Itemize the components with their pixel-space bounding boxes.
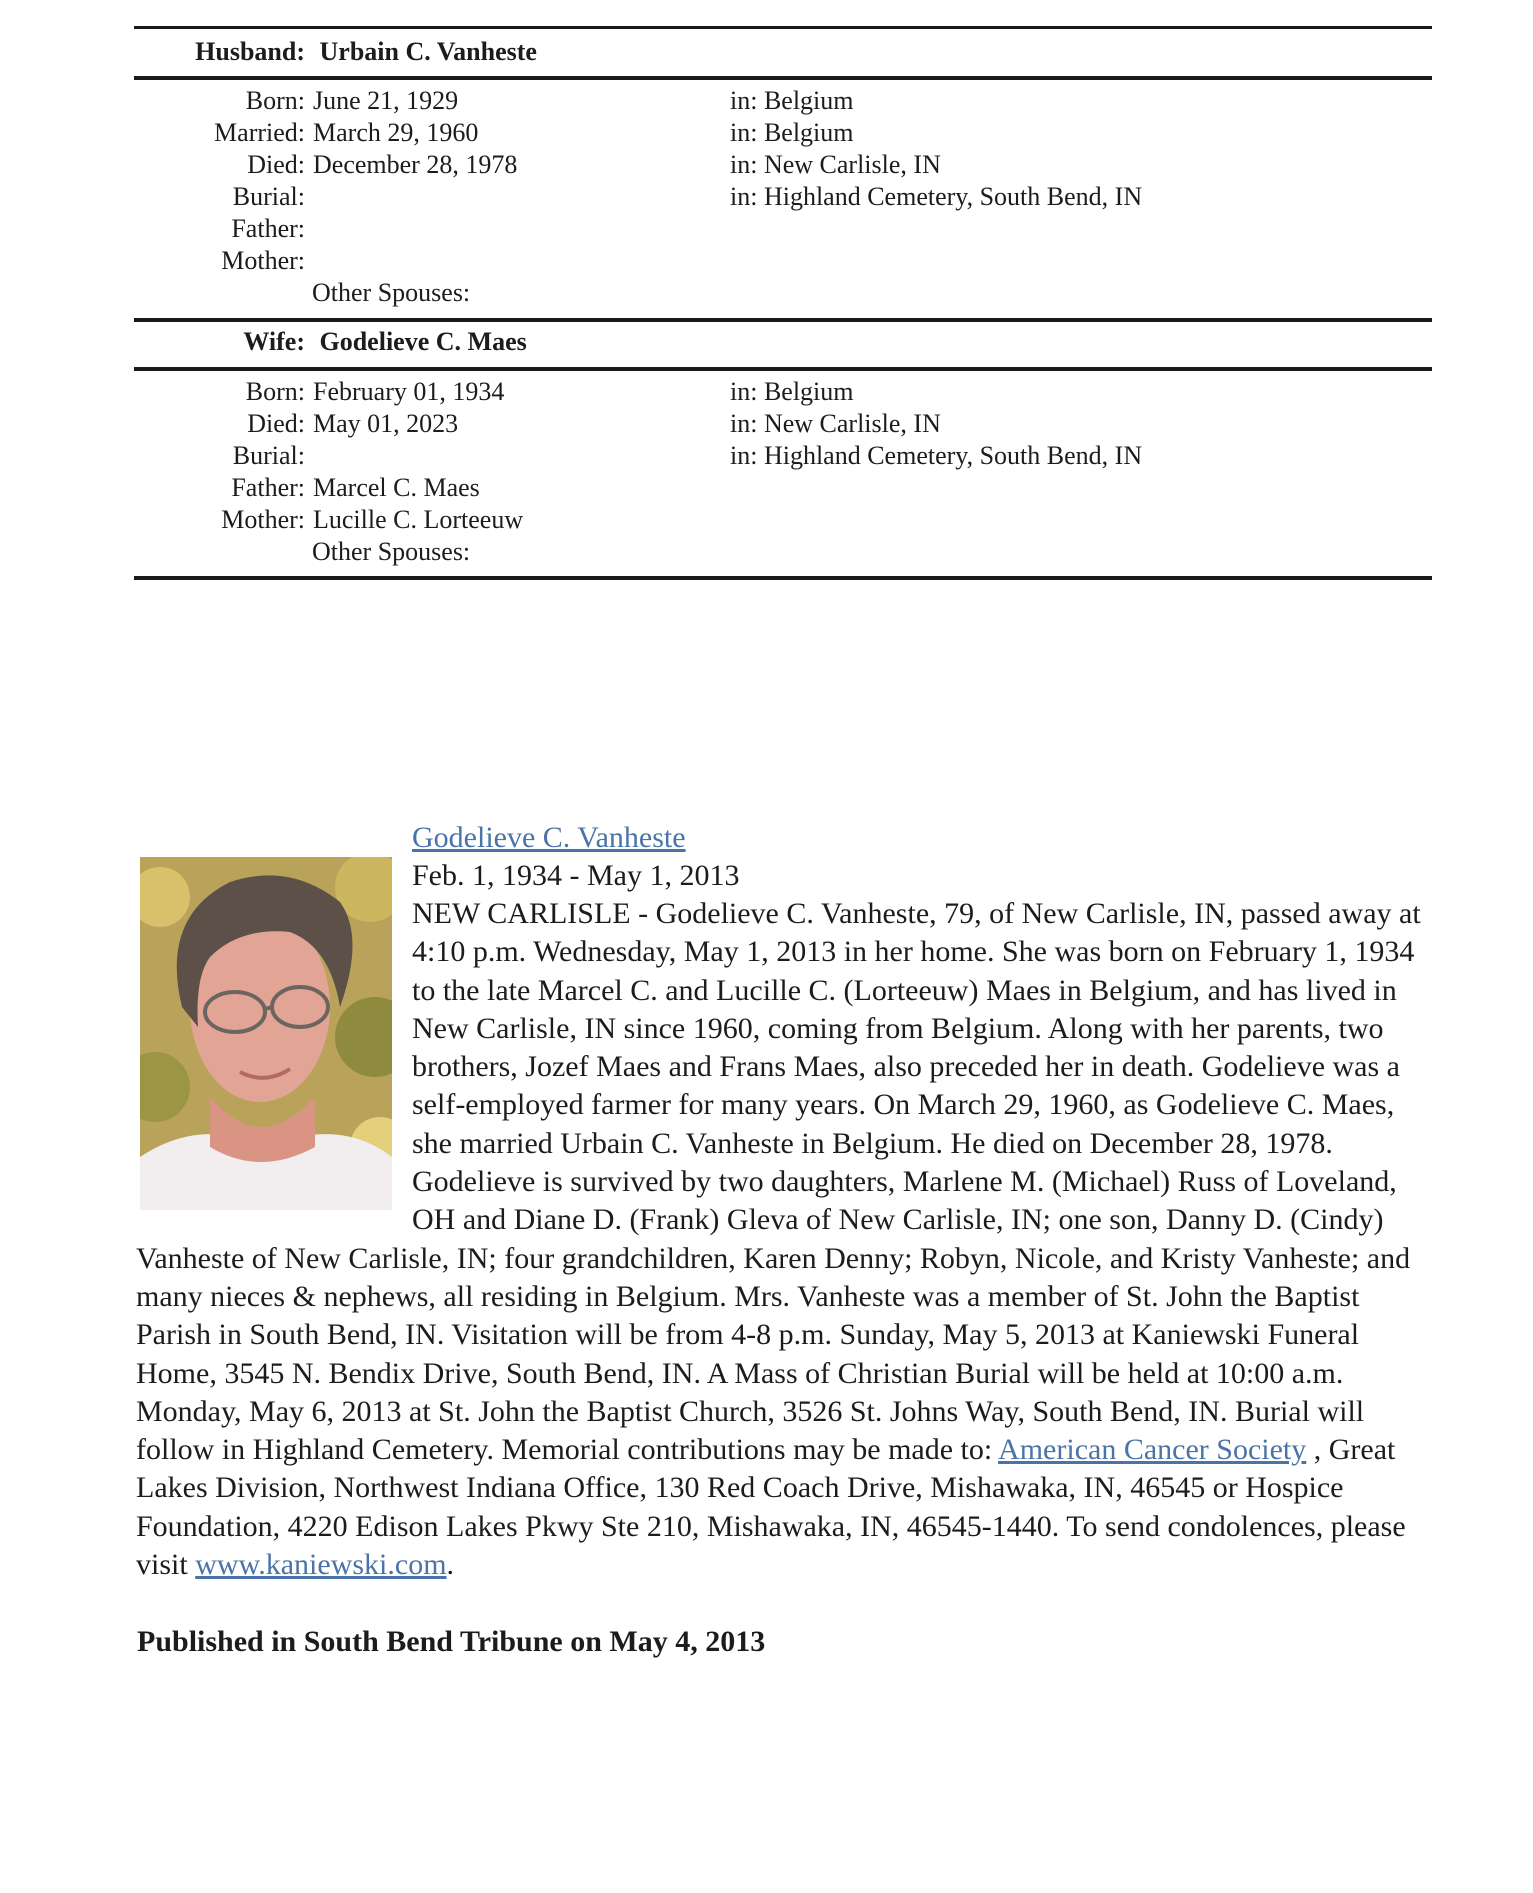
- wife-died-row: Died: May 01, 2023: [247, 409, 459, 438]
- wife-born-place: in: Belgium: [730, 377, 854, 406]
- wife-burial-row: Burial:: [232, 441, 305, 470]
- husband-burial-row: Burial:: [232, 182, 305, 211]
- husband-header: [134, 37, 537, 67]
- wife-born-row: Born: February 01, 1934: [245, 377, 505, 406]
- obituary-text-2: , Great Lakes Division, Northwest Indiana Office, 130 Red Coach Drive, Mishawaka, IN, 46545 or Hospice Foundation, 4220 Edison Lakes Pkwy Ste 210, Mishawaka, IN, 46545-1440. To send condolences, please visit: [136, 1433, 1406, 1582]
- wife-rule: [134, 367, 1432, 371]
- wife-father-row: Father: Marcel C. Maes: [231, 473, 480, 502]
- husband-mother-row: Mother:: [221, 246, 305, 275]
- husband-rule: [134, 76, 1432, 80]
- husband-label: Husband:: [195, 37, 305, 66]
- kaniewski-website-link[interactable]: www.kaniewski.com: [195, 1548, 447, 1582]
- obituary-text-1: NEW CARLISLE - Godelieve C. Vanheste, 79, of New Carlisle, IN, passed away at 4:10 p.m. Wednesday, May 1, 2013 in her home. She was born on February 1, 1934 to the late Marcel C. and Lucille C. (Lorteeuw) Maes in Belgium, and has lived in New Carlisle, IN since 1960, coming from Belgium. Along with her parents, two brothers, Jozef Maes and Frans Maes, also preceded her in death. Godelieve was a self-employed farmer for many years. On March 29, 1960, as Godelieve C. Maes, she married Urbain C. Vanheste in Belgium. He died on December 28, 1978. Godelieve is survived by two daughters, Marlene M. (Michael) Russ of Loveland, OH and Diane D. (Frank) Gleva of New Carlisle, IN; one son, Danny D. (Cindy) Vanheste of New Carlisle, IN; four grandchildren, Karen Denny; Robyn, Nicole, and Kristy Vanheste; and many nieces & nephews, all residing in Belgium. Mrs. Vanheste was a member of St. John the Baptist Parish in South Bend, IN. Visitation will be from 4-8 p.m. Sunday, May 5, 2013 at Kaniewski Funeral Home, 3545 N. Bendix Drive, South Bend, IN. A Mass of Christian Burial will be held at 10:00 a.m. Monday, May 6, 2013 at St. John the Baptist Church, 3526 St. Johns Way, South Bend, IN. Burial will follow in Highland Cemetery. Memorial contributions may be made to:: [136, 897, 1421, 1467]
- wife-header: [134, 327, 527, 357]
- husband-died-row: Died: December 28, 1978: [247, 150, 518, 179]
- husband-name: Urbain C. Vanheste: [319, 37, 537, 66]
- husband-other-spouses: Other Spouses:: [312, 278, 471, 307]
- wife-name: Godelieve C. Maes: [319, 327, 527, 356]
- obituary-name-link[interactable]: Godelieve C. Vanheste: [412, 821, 686, 854]
- wife-other-spouses: Other Spouses:: [312, 537, 471, 566]
- husband-born-place: in: Belgium: [730, 86, 854, 115]
- wife-burial-place: in: Highland Cemetery, South Bend, IN: [730, 441, 1143, 470]
- photo-spacer: [136, 895, 412, 1237]
- obituary-body: [136, 895, 1436, 1584]
- husband-died-place: in: New Carlisle, IN: [730, 150, 941, 179]
- top-rule: [134, 26, 1432, 29]
- wife-died-place: in: New Carlisle, IN: [730, 409, 941, 438]
- husband-married-row: Married: March 29, 1960: [214, 118, 479, 147]
- husband-burial-place: in: Highland Cemetery, South Bend, IN: [730, 182, 1143, 211]
- husband-born-row: Born: June 21, 1929: [245, 86, 459, 115]
- wife-top-rule: [134, 318, 1432, 322]
- published-note: Published in South Bend Tribune on May 4, 2013: [137, 1625, 766, 1658]
- obituary-dates: Feb. 1, 1934 - May 1, 2013: [412, 859, 740, 892]
- bottom-rule: [134, 576, 1432, 580]
- obituary-text-3: .: [446, 1548, 455, 1582]
- american-cancer-society-link[interactable]: American Cancer Society: [998, 1433, 1307, 1467]
- husband-married-place: in: Belgium: [730, 118, 854, 147]
- husband-father-row: Father:: [231, 214, 305, 243]
- wife-mother-row: Mother: Lucille C. Lorteeuw: [221, 505, 524, 534]
- wife-label: Wife:: [243, 327, 305, 356]
